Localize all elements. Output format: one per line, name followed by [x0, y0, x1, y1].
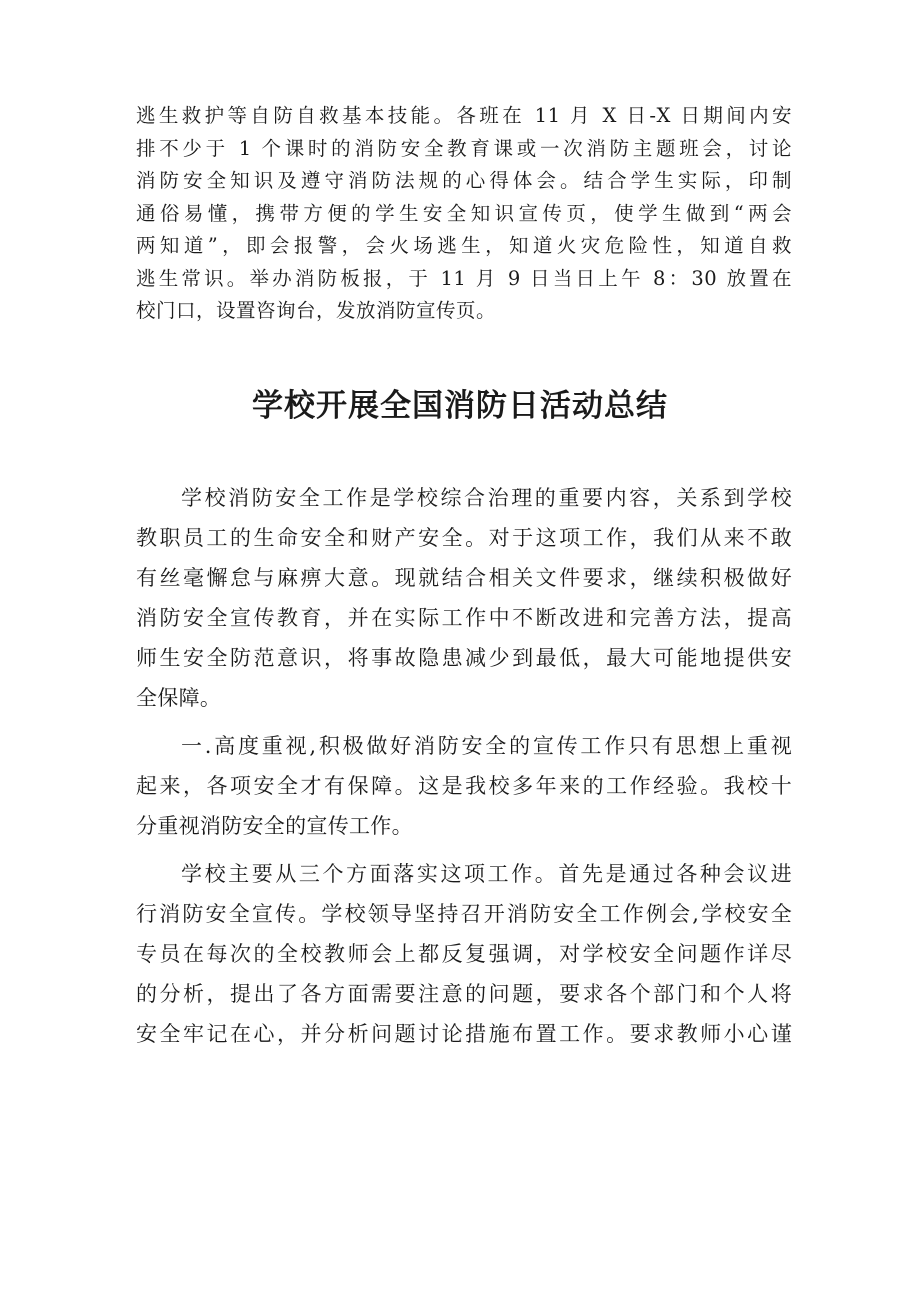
continued-paragraph	[136, 100, 792, 328]
paragraph-line: 校门口，设置咨询台，发放消防宣传页。	[136, 299, 497, 322]
paragraph-line: 学校主要从三个方面落实这项工作。首先是通过各种会议进	[181, 862, 792, 886]
paragraph-line: 分重视消防安全的宣传工作。	[136, 814, 413, 838]
paragraph-gap	[136, 846, 792, 854]
paragraph-line: 的分析，提出了各方面需要注意的问题，要求各个部门和个人将	[136, 982, 792, 1006]
paragraph-line: 专员在每次的全校教师会上都反复强调，对学校安全问题作详尽	[136, 942, 792, 966]
paragraph-line: 逃生常识。举办消防板报，于 11 月 9 日当日上午 8：30 放置在	[136, 266, 792, 290]
paragraph-gap	[136, 718, 792, 726]
paragraph-line: 有丝毫懈怠与麻痹大意。现就结合相关文件要求，继续积极做好	[136, 566, 792, 590]
paragraph-line: 行消防安全宣传。学校领导坚持召开消防安全工作例会,学校安全	[136, 902, 792, 926]
paragraph-line: 安全牢记在心，并分析问题讨论措施布置工作。要求教师小心谨	[136, 1022, 792, 1046]
paragraph-line: 消防安全宣传教育，并在实际工作中不断改进和完善方法，提高	[136, 606, 792, 630]
paragraph-line: 一.高度重视,积极做好消防安全的宣传工作只有思想上重视	[181, 734, 792, 758]
paragraph-section-one	[136, 726, 792, 846]
paragraph-line: 通俗易懂，携带方便的学生安全知识宣传页，使学生做到“两会	[136, 201, 792, 225]
document-title: 学校开展全国消防日活动总结	[252, 388, 668, 424]
paragraph-line: 两知道”，即会报警，会火场逃生，知道火灾危险性，知道自救	[136, 234, 792, 257]
paragraph-intro	[136, 478, 792, 718]
paragraph-three-aspects	[136, 854, 792, 1054]
paragraph-line: 学校消防安全工作是学校综合治理的重要内容，关系到学校	[181, 486, 792, 510]
paragraph-line: 起来，各项安全才有保障。这是我校多年来的工作经验。我校十	[136, 774, 792, 798]
paragraph-line: 教职员工的生命安全和财产安全。对于这项工作，我们从来不敢	[136, 526, 792, 550]
paragraph-line: 师生安全防范意识，将事故隐患减少到最低，最大可能地提供安	[136, 646, 792, 670]
paragraph-line: 逃生救护等自防自救基本技能。各班在 11 月 X 日-X 日期间内安	[136, 104, 792, 127]
paragraph-line: 全保障。	[136, 686, 222, 710]
paragraph-line: 排不少于 1 个课时的消防安全教育课或一次消防主题班会，讨论	[136, 136, 792, 160]
document-body	[136, 478, 792, 1054]
paragraph-line: 消防安全知识及遵守消防法规的心得体会。结合学生实际，印制	[136, 169, 792, 192]
